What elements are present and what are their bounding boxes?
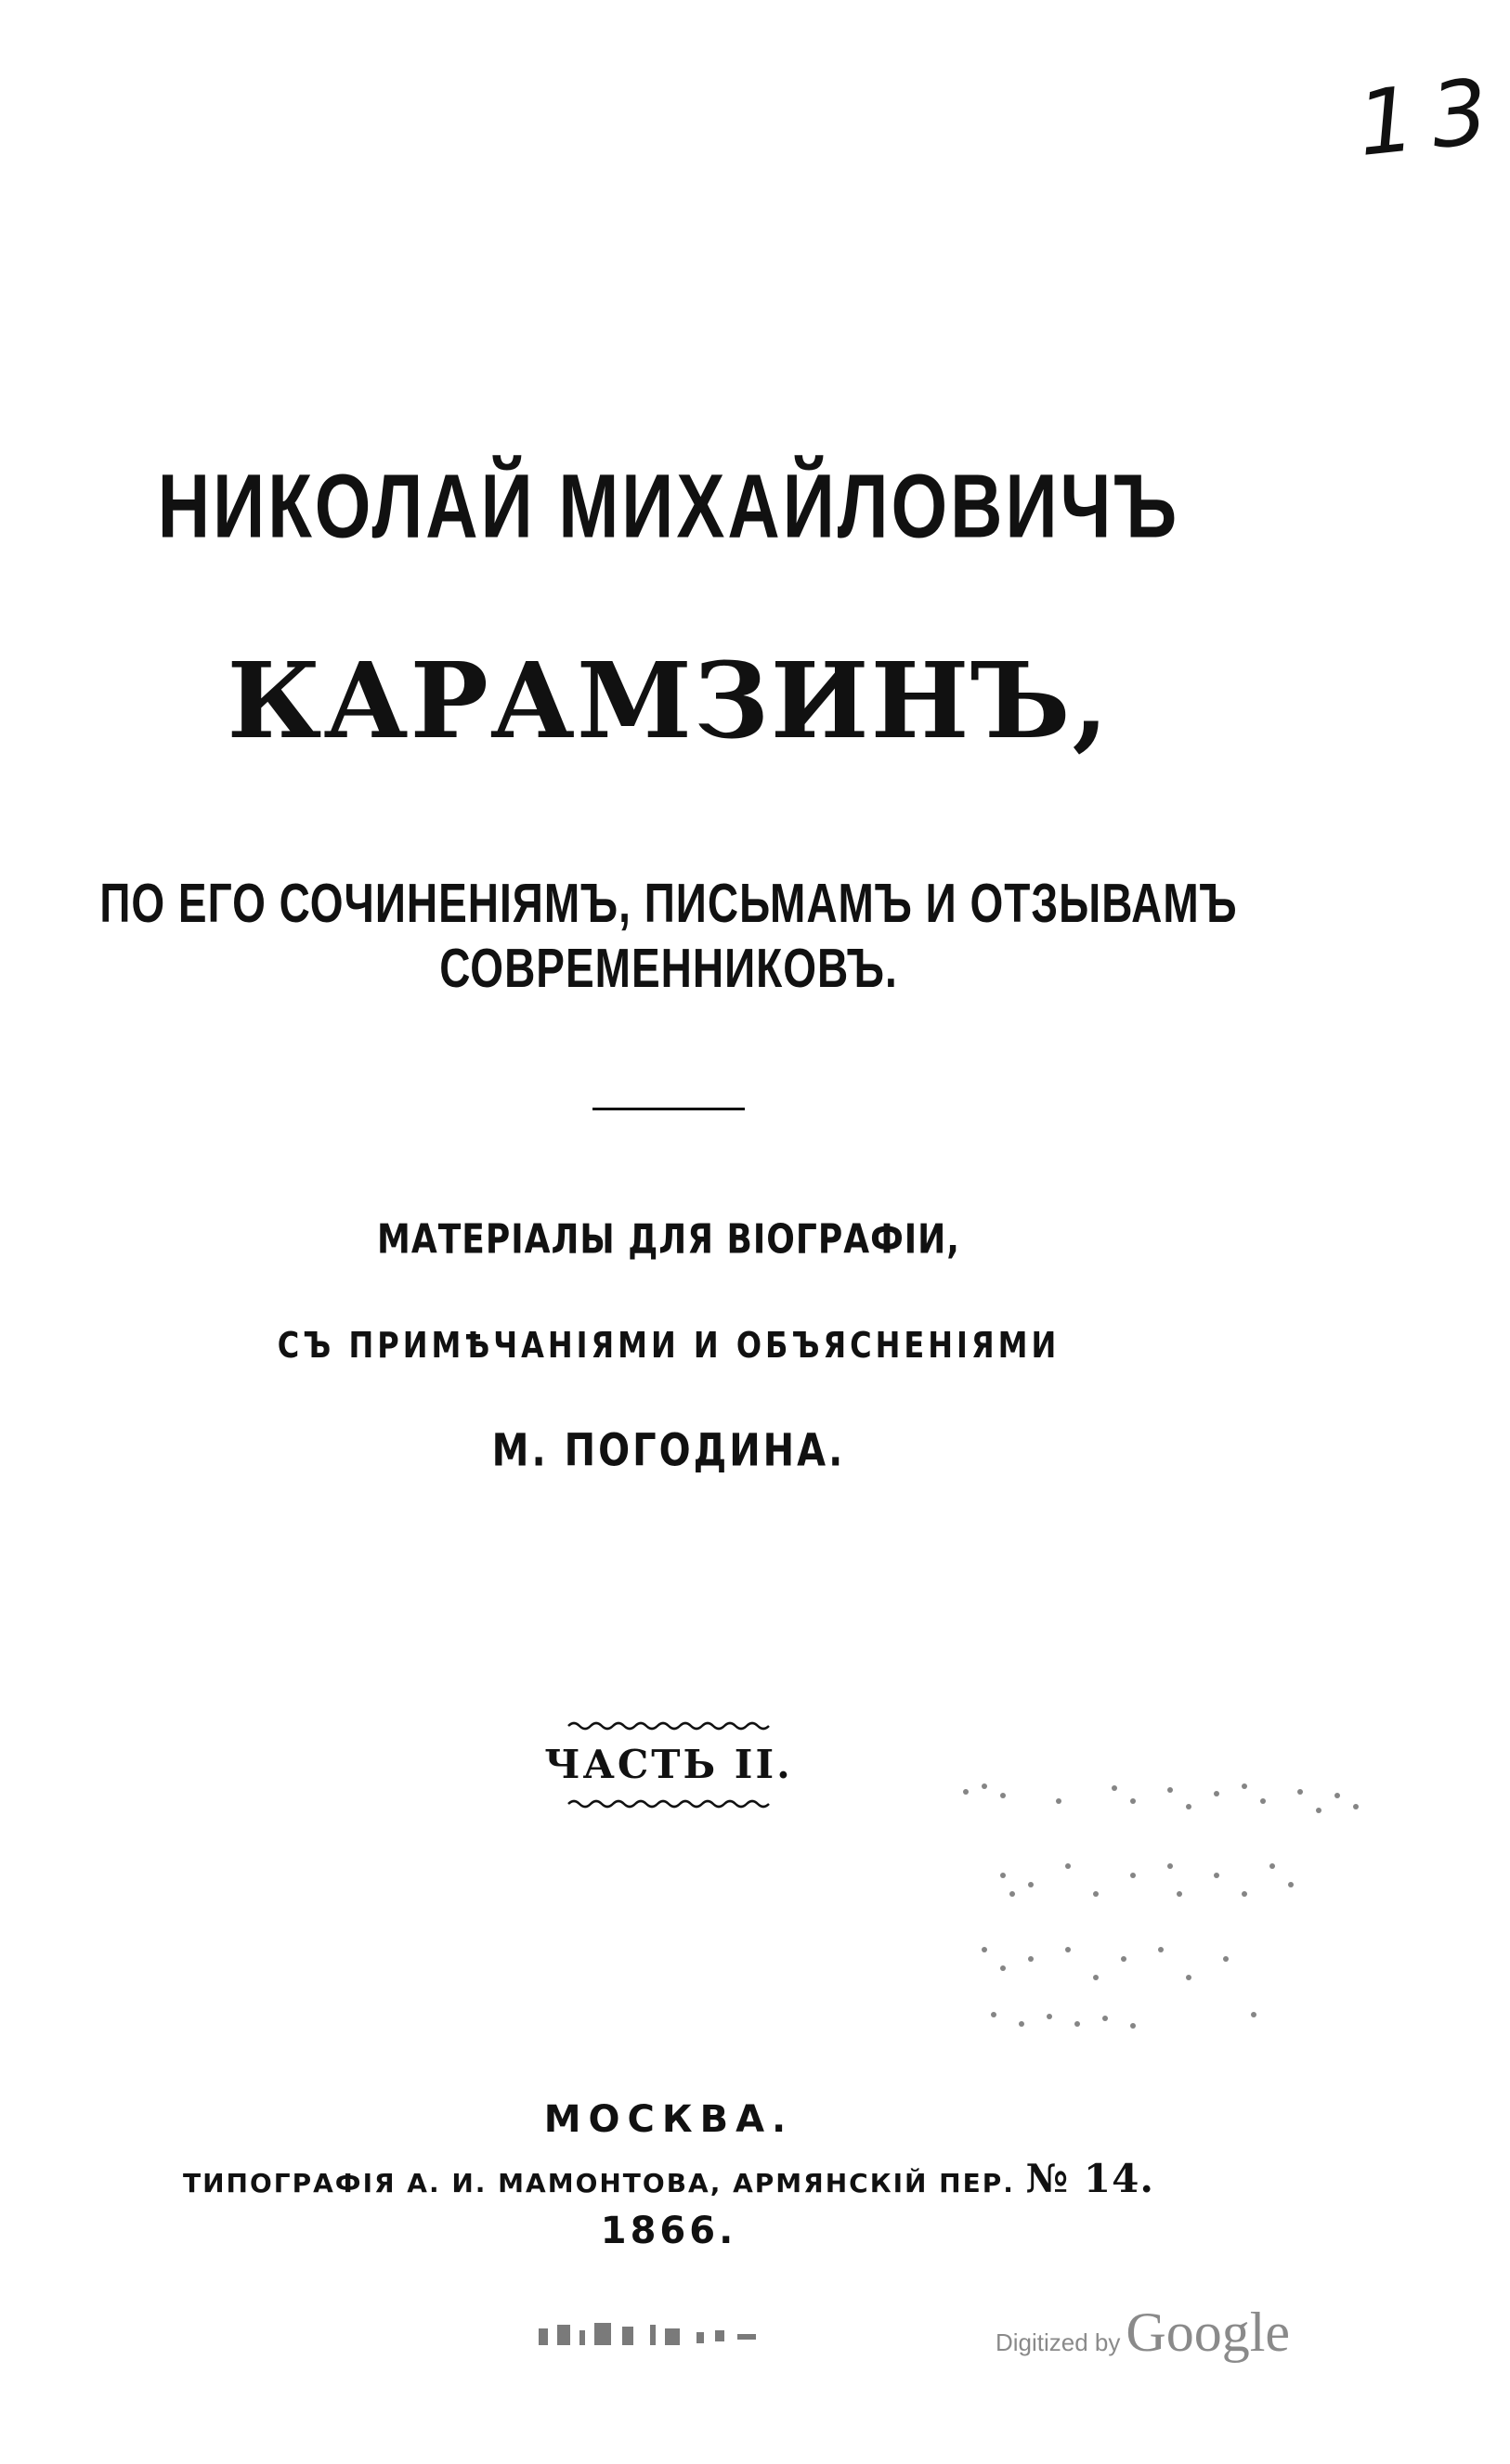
- subtitle-line-2: СОВРЕМЕННИКОВЪ.: [439, 936, 898, 999]
- google-logo: Google: [1126, 2302, 1291, 2363]
- editor-name: М. ПОГОДИНА.: [491, 1425, 846, 1477]
- volume-label: ЧАСТЬ II.: [544, 1742, 793, 1787]
- printing-house: [0, 2156, 1337, 2201]
- digitized-by-text: Digitized by: [996, 2328, 1121, 2356]
- publication-city: МОСКВА.: [543, 2098, 794, 2141]
- wavy-rule-top: [568, 1719, 769, 1732]
- materials-line: МАТЕРІАЛЫ ДЛЯ ВІОГРАФІИ,: [377, 1216, 960, 1264]
- handwritten-page-number: 13: [1352, 58, 1510, 176]
- divider-rule: [592, 1108, 745, 1110]
- author-surname: КАРАМЗИНЪ,: [227, 641, 1111, 762]
- library-stamp-faint: [947, 1773, 1374, 2052]
- wavy-rule-bottom: [568, 1797, 769, 1810]
- faint-ownership-stamp: [539, 2312, 929, 2358]
- printing-house-number: № 14.: [1025, 2156, 1154, 2201]
- notes-line: СЪ ПРИМѢЧАНІЯМИ И ОБЪЯСНЕНІЯМИ: [277, 1324, 1061, 1367]
- printing-house-text: ТИПОГРАФІЯ А. И. МАМОНТОВА, АРМЯНСКІЙ ПЕР.: [183, 2168, 1015, 2198]
- subtitle-line-1: ПО ЕГО СОЧИНЕНІЯМЪ, ПИСЬМАМЪ И ОТЗЫВАМЪ: [99, 871, 1238, 934]
- author-names: НИКОЛАЙ МИХАЙЛОВИЧЪ: [157, 454, 1180, 557]
- publication-year: 1866.: [600, 2210, 737, 2252]
- digitized-watermark: [996, 2301, 1290, 2365]
